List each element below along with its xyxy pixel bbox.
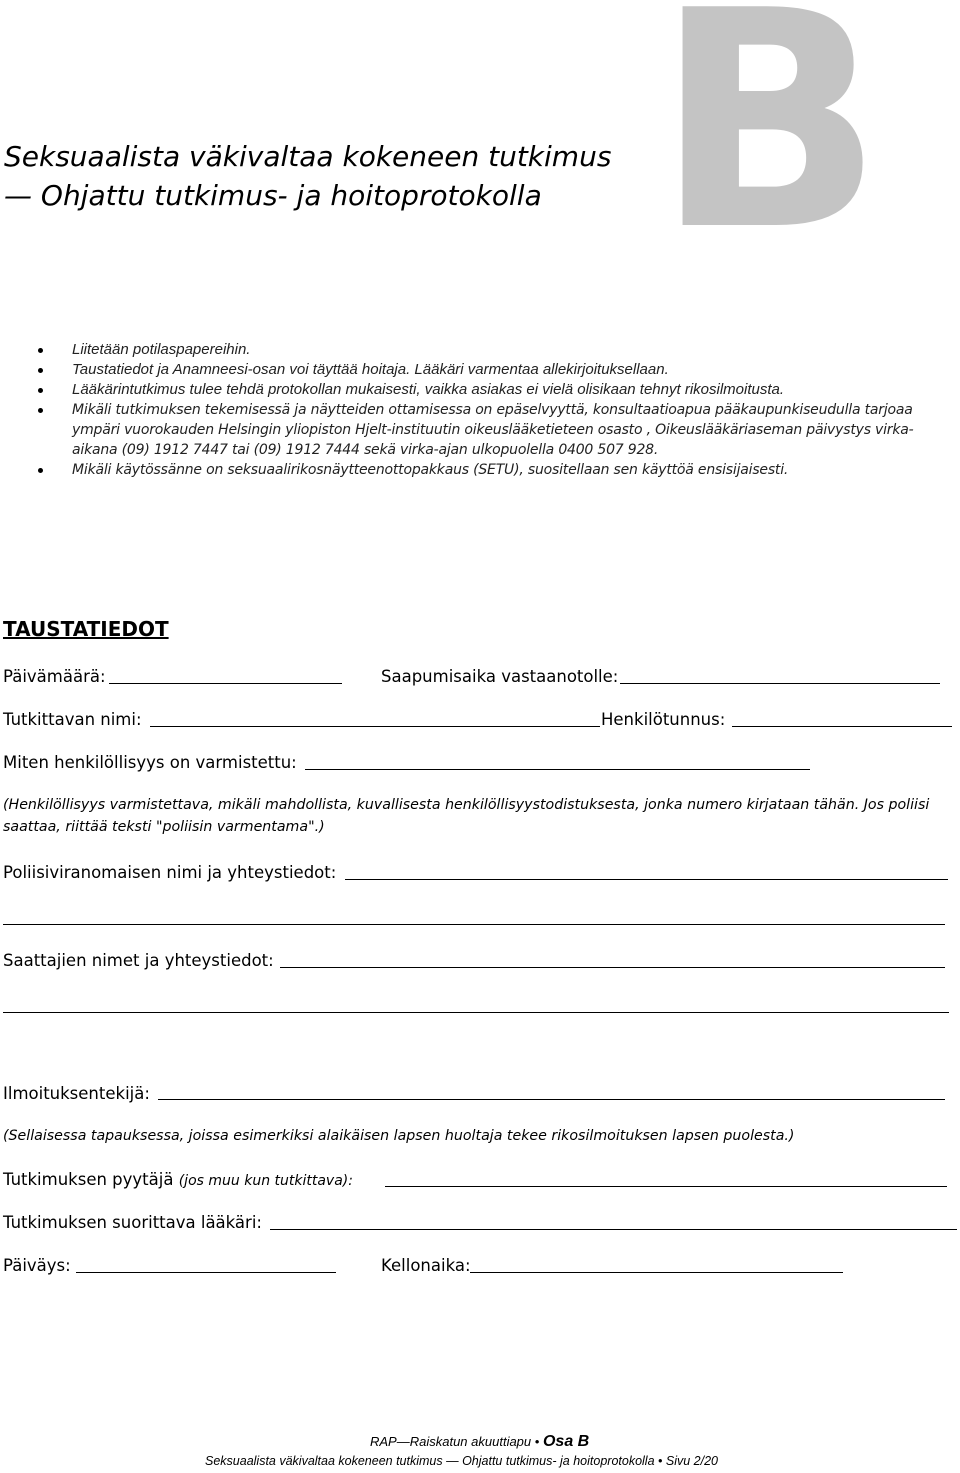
identity-verification-field-line[interactable] (305, 769, 810, 770)
page-title-line2: — Ohjattu tutkimus- ja hoitoprotokolla (4, 179, 542, 212)
day-label: Päiväys: (3, 1256, 71, 1275)
personal-id-field-line[interactable] (732, 726, 952, 727)
instruction-item: Liitetään potilaspapereihin. (0, 340, 960, 360)
page-title-line1: Seksuaalista väkivaltaa kokeneen tutkimus (4, 140, 612, 173)
day-field-line[interactable] (76, 1272, 336, 1273)
instruction-item: Lääkärintutkimus tulee tehdä protokollan mukaisesti, vaikka asiakas ei vielä olisikaan tehnyt rikosilmoitusta. (0, 380, 960, 400)
section-heading: TAUSTATIEDOT (3, 617, 169, 641)
identity-verification-label: Miten henkilöllisyys on varmistettu: (3, 753, 297, 772)
reporter-note: (Sellaisessa tapauksessa, joissa esimerkiksi alaikäisen lapsen huoltaja tekee rikosilmoituksen lapsen puolesta.) (3, 1128, 795, 1144)
examining-doctor-field-line[interactable] (270, 1229, 957, 1230)
instruction-item: Mikäli käytössänne on seksuaalirikosnäytteenottopakkaus (SETU), suositellaan sen käyttöä ensisijaisesti. (0, 460, 960, 480)
examining-doctor-label: Tutkimuksen suorittava lääkäri: (3, 1213, 262, 1232)
police-contact-field-line[interactable] (345, 879, 948, 880)
footer-line1 (370, 1433, 589, 1451)
identity-note: (Henkilöllisyys varmistettava, mikäli mahdollista, kuvallisesta henkilöllisyystodistuksesta, jonka numero kirjataan tähän. Jos poliisi saattaa, riittää teksti "poliisin varmentama".) (3, 797, 930, 835)
footer-separator: • (534, 1434, 540, 1449)
police-contact-field-line-2[interactable] (3, 924, 945, 925)
arrival-time-label: Saapumisaika vastaanotolle: (381, 667, 619, 686)
requester-note: (jos muu kun tutkittava): (178, 1173, 353, 1189)
police-contact-label: Poliisiviranomaisen nimi ja yhteystiedot: (3, 863, 337, 882)
date-field-line[interactable] (109, 683, 342, 684)
patient-name-label: Tutkittavan nimi: (3, 710, 142, 729)
patient-name-field-line[interactable] (150, 726, 600, 727)
footer-part: Osa B (542, 1433, 590, 1450)
escorts-field-line-2[interactable] (3, 1012, 949, 1013)
date-label: Päivämäärä: (3, 667, 106, 686)
section-letter-watermark: B (655, 0, 880, 296)
instruction-item: Taustatiedot ja Anamneesi-osan voi täyttää hoitaja. Lääkäri varmentaa allekirjoituksellaan. (0, 360, 960, 380)
arrival-time-field-line[interactable] (620, 683, 940, 684)
requester-field-line[interactable] (385, 1186, 947, 1187)
reporter-field-line[interactable] (158, 1099, 945, 1100)
escorts-field-line[interactable] (280, 967, 945, 968)
instruction-item: Mikäli tutkimuksen tekemisessä ja näytteiden ottamisessa on epäselvyyttä, konsultaatioapua pääkaupunkiseudulla tarjoaa ympäri vuorokauden Helsingin yliopiston Hjelt-instituutin oikeuslääketieteen osasto , Oikeuslääkäriaseman päivystys virka-aikana (09) 1912 7447 tai (09) 1912 7444 sekä virka-ajan ulkopuolella 0400 507 928. (0, 400, 960, 460)
clock-time-field-line[interactable] (470, 1272, 843, 1273)
personal-id-label: Henkilötunnus: (601, 710, 726, 729)
escorts-label: Saattajien nimet ja yhteystiedot: (3, 951, 274, 970)
footer-line2: Seksuaalista väkivaltaa kokeneen tutkimus — Ohjattu tutkimus- ja hoitoprotokolla • Sivu 2/20 (205, 1454, 718, 1468)
instructions-list (0, 340, 960, 480)
requester-label-text: Tutkimuksen pyytäjä (3, 1170, 174, 1189)
clock-time-label: Kellonaika: (381, 1256, 471, 1275)
reporter-label: Ilmoituksentekijä: (3, 1084, 150, 1103)
requester-label (3, 1169, 353, 1192)
footer-rap: RAP—Raiskatun akuuttiapu (370, 1434, 532, 1449)
